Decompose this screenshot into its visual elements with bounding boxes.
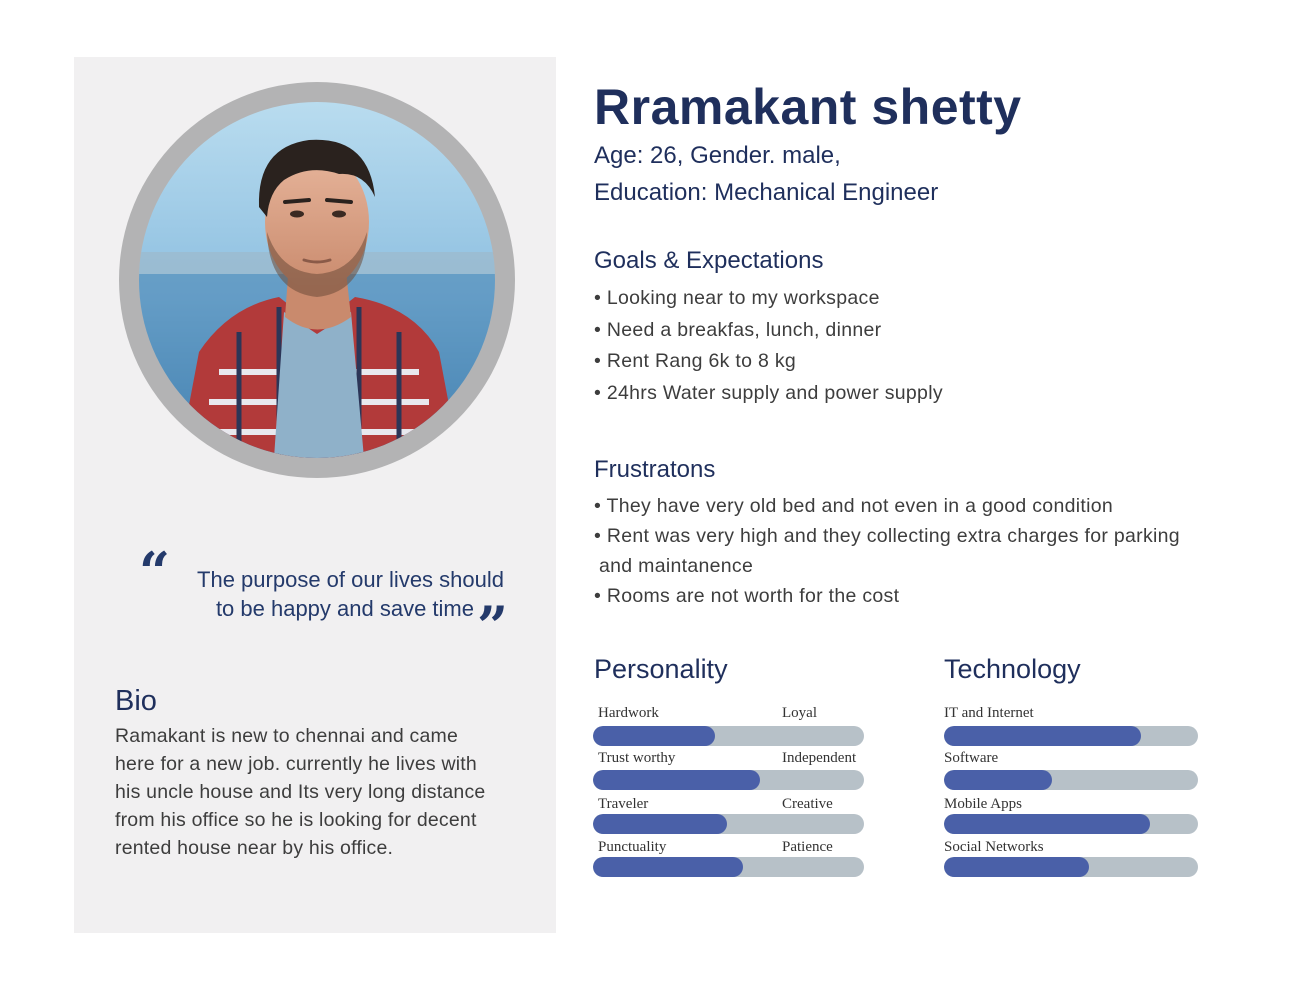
open-quote-icon: “ [139,540,171,604]
trait-left-label: Traveler [598,796,649,812]
bio-line: Ramakant is new to chennai and came [115,725,459,747]
trait-bar-fill [593,814,727,834]
tech-label: Social Networks [944,839,1044,855]
tech-bar [944,814,1198,834]
tech-bar-fill [944,726,1141,746]
tech-label: Mobile Apps [944,796,1022,812]
trait-right-label: Loyal [782,705,817,721]
trait-right-label: Creative [782,796,833,812]
quote-line: The purpose of our lives should [197,567,504,592]
tech-bar-fill [944,770,1052,790]
avatar [119,82,515,478]
trait-bar-fill [593,726,715,746]
profile-panel [74,57,556,933]
list-item: • They have very old bed and not even in a good condition [594,495,1114,517]
trait-left-label: Hardwork [598,705,659,721]
list-item: • Rent Rang 6k to 8 kg [594,350,797,372]
persona-quote [134,540,524,658]
persona-name: Rramakant shetty [594,79,1022,135]
tech-label: IT and Internet [944,705,1034,721]
trait-bar-fill [593,857,743,877]
trait-bar-fill [593,770,760,790]
tech-bar-fill [944,857,1089,877]
goals-title: Goals & Expectations [594,247,824,274]
trait-right-label: Patience [782,839,833,855]
personality-title: Personality [594,654,728,684]
tech-bar [944,857,1198,877]
quote-line: to be happy and save time [215,596,474,621]
portrait-image [139,102,495,458]
bio-title: Bio [115,685,157,717]
avatar-photo [139,102,495,458]
trait-left-label: Trust worthy [598,750,676,766]
tech-bar [944,770,1198,790]
close-quote-icon: ” [477,594,509,658]
trait-bar [593,726,864,746]
trait-bar [593,814,864,834]
trait-bar [593,770,864,790]
bio-line: his uncle house and Its very long distance [115,781,486,803]
bio-line: from his office so he is looking for decent [115,809,477,831]
frustrations-list [594,491,1180,611]
list-item: • 24hrs Water supply and power supply [594,381,943,404]
list-item: and maintanence [599,555,754,577]
tech-label: Software [944,750,999,766]
list-item: • Rent was very high and they collecting extra charges for parking [594,525,1180,547]
list-item: • Rooms are not worth for the cost [594,585,900,607]
tech-bar [944,726,1198,746]
trait-bar [593,857,864,877]
trait-left-label: Punctuality [598,839,667,855]
technology-title: Technology [944,654,1081,684]
list-item: • Need a breakfas, lunch, dinner [594,318,882,341]
frustrations-title: Frustratons [594,456,716,483]
tech-bar-fill [944,814,1150,834]
trait-right-label: Independent [782,750,857,766]
list-item: • Looking near to my workspace [594,287,880,309]
bio-text [115,722,525,862]
bio-line: here for a new job. currently he lives with [115,753,477,775]
quote-text [164,565,504,623]
persona-education: Education: Mechanical Engineer [594,179,939,206]
goals-list [594,283,943,409]
persona-demographics: Age: 26, Gender. male, [594,142,841,169]
bio-line: rented house near by his office. [115,837,394,859]
